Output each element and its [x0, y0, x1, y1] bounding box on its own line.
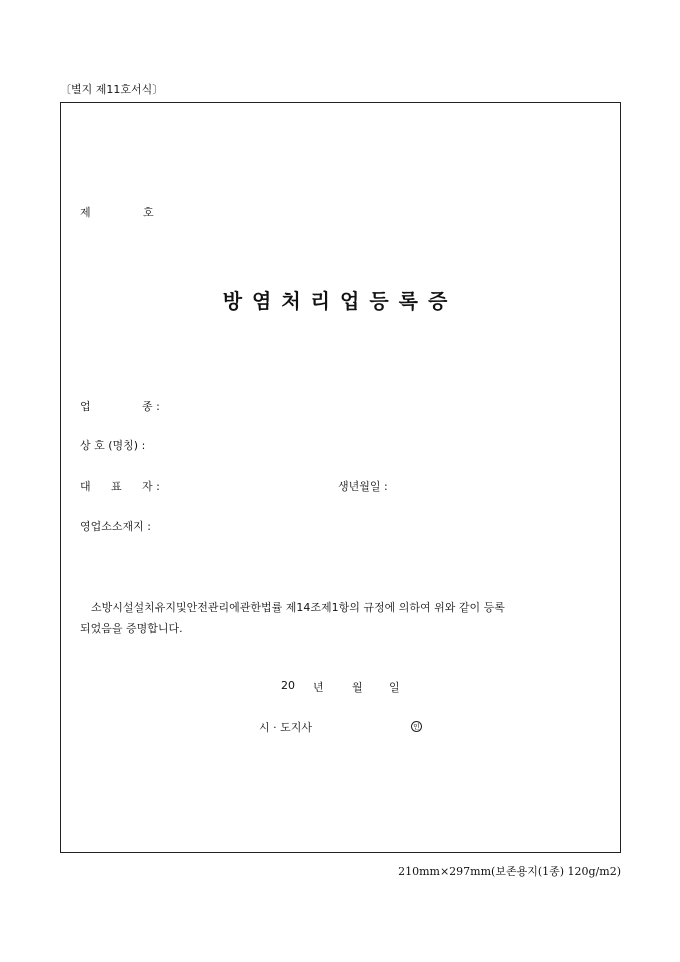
paper-spec-label: 210mm×297mm(보존용지(1종) 120g/m2)	[398, 865, 621, 878]
certificate-number-label-suffix: 호	[143, 206, 154, 219]
representative-label-part3: 자 :	[142, 480, 160, 493]
form-code-label: 〔별지 제11호서식〕	[60, 83, 164, 96]
date-month-label: 월	[352, 681, 363, 694]
date-day-label: 일	[389, 681, 400, 694]
certificate-number-label-prefix: 제	[80, 206, 91, 219]
representative-label-part1: 대	[80, 480, 91, 493]
industry-label-part2: 종 :	[142, 400, 160, 413]
birthdate-label: 생년월일 :	[338, 480, 388, 493]
certificate-title: 방염처리업등록증	[222, 289, 458, 313]
industry-label-part1: 업	[80, 400, 91, 413]
certification-text-line1: 소방시설설치유지및안전관리에관한법률 제14조제1항의 규정에 의하여 위와 같이 등록	[91, 601, 505, 614]
representative-label-part2: 표	[111, 480, 122, 493]
business-address-label: 영업소소재지 :	[80, 520, 151, 533]
certification-text-line2: 되었음을 증명합니다.	[80, 622, 183, 635]
trade-name-label: 상 호 (명칭) :	[80, 439, 146, 452]
seal-mark: 인	[411, 721, 422, 732]
date-year-prefix: 20	[281, 679, 295, 692]
date-year-label: 년	[313, 681, 324, 694]
issuer-label: 시 · 도지사	[259, 721, 312, 734]
